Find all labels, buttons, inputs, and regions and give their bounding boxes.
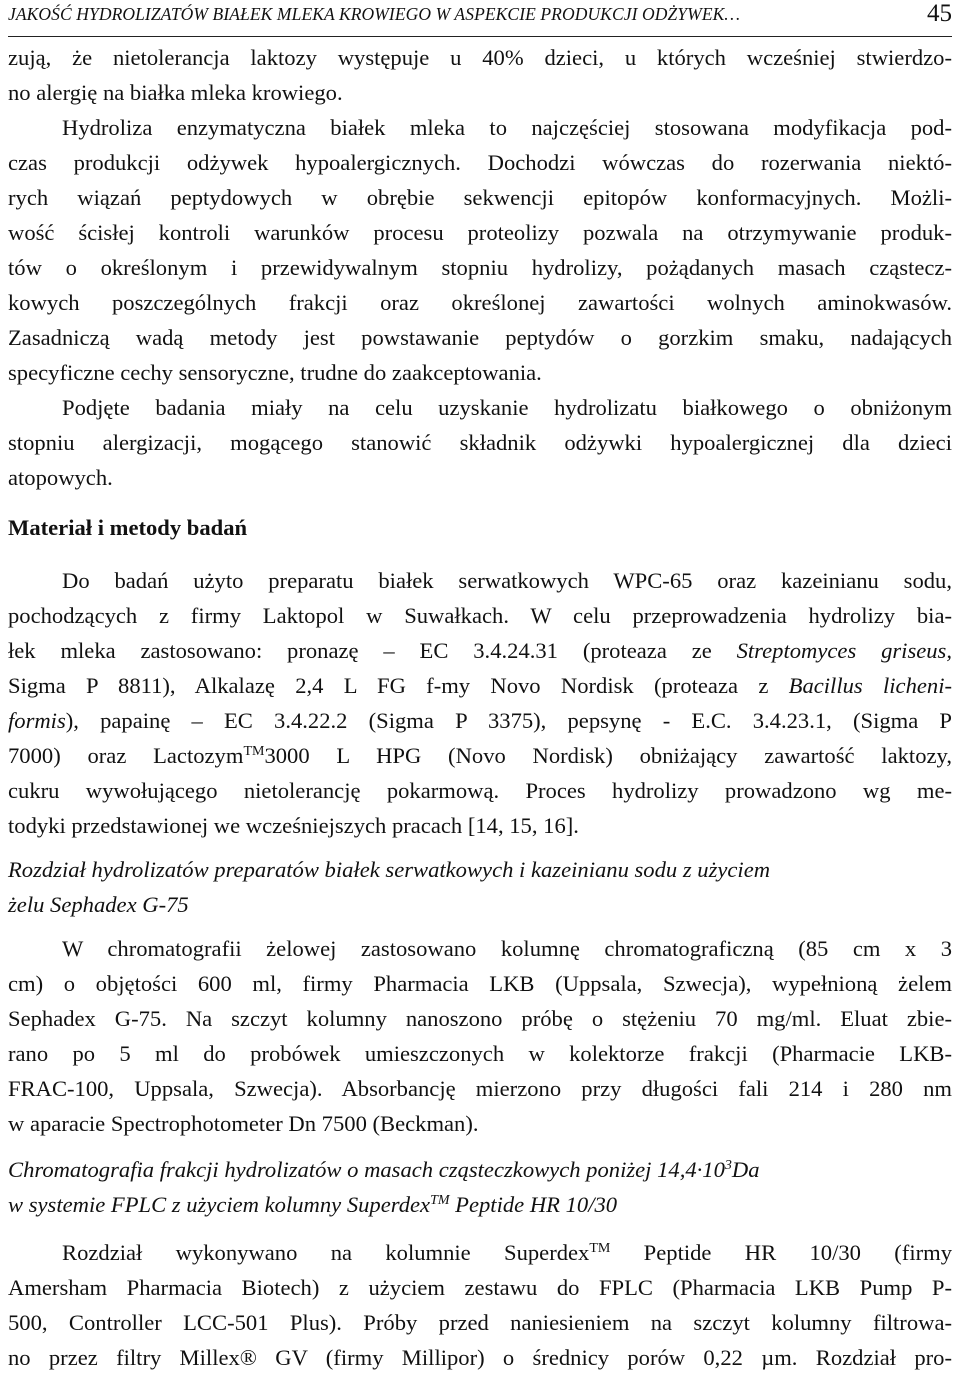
intro-paragraphs — [8, 40, 952, 495]
text-line: kowych poszczególnych frakcji oraz określonej zawartości wolnych aminokwasów. — [8, 290, 952, 315]
text-segment: Rozdział wykonywano na kolumnie Superdex — [62, 1240, 590, 1265]
exponent-sup: 3 — [724, 1158, 732, 1173]
running-header — [8, 0, 952, 37]
text-line: todyki przedstawionej we wcześniejszych pracach [14, 15, 16]. — [8, 813, 579, 838]
text-line: czas produkcji odżywek hypoalergicznych. Dochodzi wówczas do rozerwania niektó- — [8, 150, 952, 175]
text-line: Amersham Pharmacia Biotech) z użyciem zestawu do FPLC (Pharmacia LKB Pump P- — [8, 1275, 952, 1300]
trademark-sup: TM — [243, 744, 265, 759]
text-line: pochodzących z firmy Laktopol w Suwałkach. W celu przeprowadzenia hydrolizy bia- — [8, 603, 952, 628]
text-line: rano po 5 ml do probówek umieszczonych w kolektorze frakcji (Pharmacie LKB- — [8, 1041, 952, 1066]
text-line: żelu Sephadex G-75 — [8, 892, 189, 917]
text-segment: Da — [731, 1157, 760, 1182]
text-line: Hydroliza enzymatyczna białek mleka to najczęściej stosowana modyfikacja pod- — [62, 115, 952, 140]
text-segment: łek mleka zastosowano: pronazę – EC 3.4.24.31 (proteaza ze — [8, 638, 737, 663]
text-line: wość ścisłej kontroli warunków procesu proteolizy pozwala na otrzymywanie produk- — [8, 220, 952, 245]
text-line: Rozdział hydrolizatów preparatów białek serwatkowych i kazeinianu sodu z użyciem — [8, 857, 771, 882]
fplc-paragraph — [8, 1235, 952, 1375]
text-line: w aparacie Spectrophotometer Dn 7500 (Beckman). — [8, 1111, 479, 1136]
text-segment: Peptide HR 10/30 (firmy — [610, 1240, 953, 1265]
text-line: 500, Controller LCC-501 Plus). Próby przed naniesieniem na szczyt kolumny filtrowa- — [8, 1310, 952, 1335]
text-line: Do badań użyto preparatu białek serwatkowych WPC-65 oraz kazeinianu sodu, — [62, 568, 952, 593]
text-line — [8, 1235, 952, 1270]
text-segment: w systemie FPLC z użyciem kolumny Superdex — [8, 1192, 431, 1217]
text-line: atopowych. — [8, 465, 113, 490]
text-line — [8, 633, 952, 668]
trademark-sup: TM — [430, 1193, 450, 1208]
text-segment: Peptide HR 10/30 — [449, 1192, 618, 1217]
text-line: no alergię na białka mleka krowiego. — [8, 80, 343, 105]
text-line: cm) o objętości 600 ml, firmy Pharmacia LKB (Uppsala, Szwecja), wypełnioną żelem — [8, 971, 952, 996]
text-line: Sephadex G-75. Na szczyt kolumny nanoszono próbę o stężeniu 70 mg/ml. Eluat zbie- — [8, 1006, 952, 1031]
materials-paragraph — [8, 563, 952, 843]
text-line: specyficzne cechy sensoryczne, trudne do zaakceptowania. — [8, 360, 542, 385]
text-line: stopniu alergizacji, mogącego stanowić składnik odżywki hypoalergicznej dla dzieci — [8, 430, 952, 455]
text-segment: Chromatografia frakcji hydrolizatów o masach cząsteczkowych poniżej 14,4·10 — [8, 1157, 725, 1182]
text-line: Podjęte badania miały na celu uzyskanie hydrolizatu białkowego o obniżonym — [62, 395, 952, 420]
running-title: JAKOŚĆ HYDROLIZATÓW BIAŁEK MLEKA KROWIEGO W ASPEKCIE PRODUKCJI ODŻYWEK… — [8, 4, 741, 24]
text-line — [8, 668, 952, 703]
text-line: Zasadniczą wadą metody jest powstawanie peptydów o gorzkim smaku, nadających — [8, 325, 952, 350]
text-line — [8, 738, 952, 773]
text-line: cukru wywołującego nietolerancję pokarmową. Proces hydrolizy prowadzono wg me- — [8, 778, 952, 803]
species-name: Bacillus licheni- — [788, 673, 952, 698]
text-line: tów o określonym i przewidywalnym stopniu hydrolizy, pożądanych masach cząstecz- — [8, 255, 952, 280]
page-number: 45 — [927, 0, 952, 27]
trademark-sup: TM — [589, 1241, 611, 1256]
text-segment: Sigma P 8811), Alkalazę 2,4 L FG f-my Novo Nordisk (proteaza z — [8, 673, 789, 698]
text-line: no przez filtry Millex® GV (firmy Millipor) o średnicy porów 0,22 µm. Rozdział pro- — [8, 1345, 952, 1370]
section-heading: Materiał i metody badań — [8, 515, 248, 540]
text-segment: 3000 L HPG (Novo Nordisk) obniżający zawartość laktozy, — [264, 743, 952, 768]
species-name: Streptomyces griseus, — [736, 638, 952, 663]
species-name: formis — [8, 708, 66, 733]
text-segment: ), papainę – EC 3.4.22.2 (Sigma P 3375), pepsynę - E.C. 3.4.23.1, (Sigma P — [65, 708, 952, 733]
text-line: W chromatografii żelowej zastosowano kolumnę chromatograficzną (85 cm x 3 — [62, 936, 952, 961]
text-line — [8, 703, 952, 738]
text-segment: 7000) oraz Lactozym — [8, 743, 244, 768]
text-line: zują, że nietolerancja laktozy występuje u 40% dzieci, u których wcześniej stwierdzo- — [8, 45, 952, 70]
text-line — [8, 1187, 952, 1222]
subsection-heading — [8, 1152, 952, 1222]
gel-chromatography-paragraph — [8, 931, 952, 1141]
text-line: rych wiązań peptydowych w obrębie sekwencji epitopów konformacyjnych. Możli- — [8, 185, 952, 210]
subsection-heading — [8, 852, 952, 922]
text-line — [8, 1152, 952, 1187]
text-line: FRAC-100, Uppsala, Szwecja). Absorbancję mierzono przy długości fali 214 i 280 nm — [8, 1076, 952, 1101]
